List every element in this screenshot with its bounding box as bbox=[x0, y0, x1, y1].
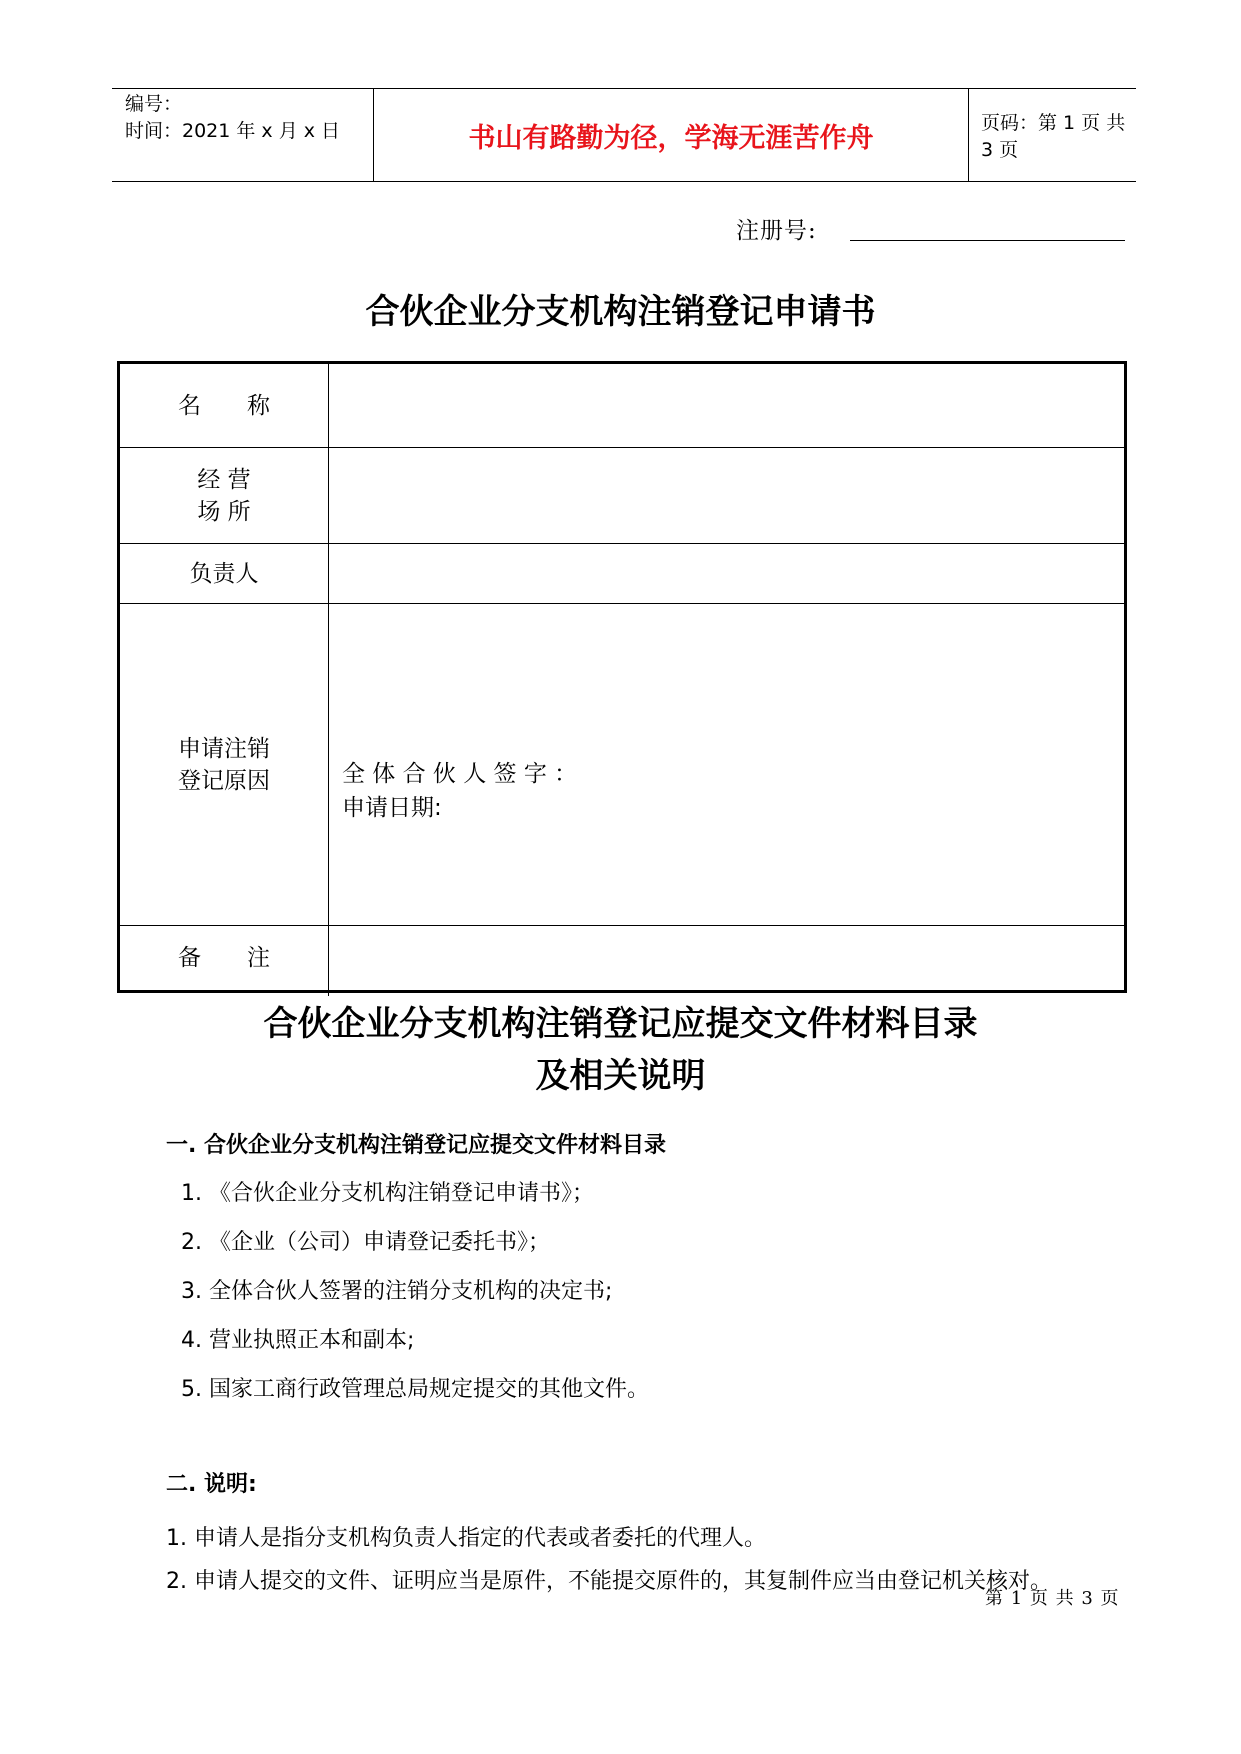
form-title: 合伙企业分支机构注销登记申请书 bbox=[365, 292, 876, 332]
registration-number-label: 注册号: bbox=[736, 218, 817, 244]
time-label: 时间：2021 年 x 月 x 日 bbox=[125, 120, 341, 142]
list-item: 5. 国家工商行政管理总局规定提交的其他文件。 bbox=[181, 1377, 649, 1402]
reason-label bbox=[120, 604, 328, 925]
premises-label-line1: 经 营 bbox=[197, 466, 251, 493]
header-motto: 书山有路勤为径，学海无涯苦作舟 bbox=[468, 122, 874, 154]
premises-label-line2: 场 所 bbox=[197, 498, 251, 525]
reason-label-line1: 申请注销 bbox=[178, 735, 270, 762]
person-in-charge-label: 负责人 bbox=[189, 560, 259, 587]
table-row-premises bbox=[120, 448, 1124, 544]
section2-heading: 二. 说明: bbox=[166, 1472, 257, 1497]
list-item: 3. 全体合伙人签署的注销分支机构的决定书; bbox=[181, 1279, 613, 1304]
table-row-name bbox=[120, 364, 1124, 448]
serial-number-label: 编号： bbox=[125, 93, 183, 115]
list-item: 4. 营业执照正本和副本; bbox=[181, 1328, 415, 1353]
materials-list-title bbox=[0, 998, 1241, 1102]
reason-signature-block bbox=[342, 757, 577, 825]
table-row-reason bbox=[120, 604, 1124, 926]
application-date-label: 申请日期: bbox=[342, 795, 442, 821]
document-header bbox=[112, 88, 1136, 182]
section1-heading: 一. 合伙企业分支机构注销登记应提交文件材料目录 bbox=[166, 1133, 667, 1158]
table-row-person bbox=[120, 544, 1124, 604]
header-meta bbox=[125, 91, 371, 145]
registration-number-field[interactable] bbox=[850, 240, 1125, 241]
table-row-remarks bbox=[120, 926, 1124, 990]
header-page-info: 页码：第 1 页 共 3 页 bbox=[981, 112, 1126, 161]
page-footer: 第 1 页 共 3 页 bbox=[985, 1588, 1120, 1609]
list-item: 1. 申请人是指分支机构负责人指定的代表或者委托的代理人。 bbox=[166, 1526, 766, 1551]
header-divider bbox=[968, 89, 969, 181]
application-form-table bbox=[117, 361, 1127, 993]
reason-label-line2: 登记原因 bbox=[178, 767, 270, 794]
partner-signature-label: 全 体 合 伙 人 签 字 ： bbox=[342, 761, 578, 787]
premises-label bbox=[120, 448, 328, 543]
materials-list-title-line1: 合伙企业分支机构注销登记应提交文件材料目录 bbox=[263, 1004, 978, 1044]
list-item: 2. 《企业（公司）申请登记委托书》； bbox=[181, 1230, 550, 1255]
list-item: 1. 《合伙企业分支机构注销登记申请书》； bbox=[181, 1181, 594, 1206]
remarks-label: 备 注 bbox=[178, 945, 270, 971]
materials-list-title-line2: 及相关说明 bbox=[535, 1056, 706, 1096]
name-label: 名 称 bbox=[178, 392, 270, 419]
list-item: 2. 申请人提交的文件、证明应当是原件，不能提交原件的，其复制件应当由登记机关核对。 bbox=[166, 1569, 1052, 1594]
